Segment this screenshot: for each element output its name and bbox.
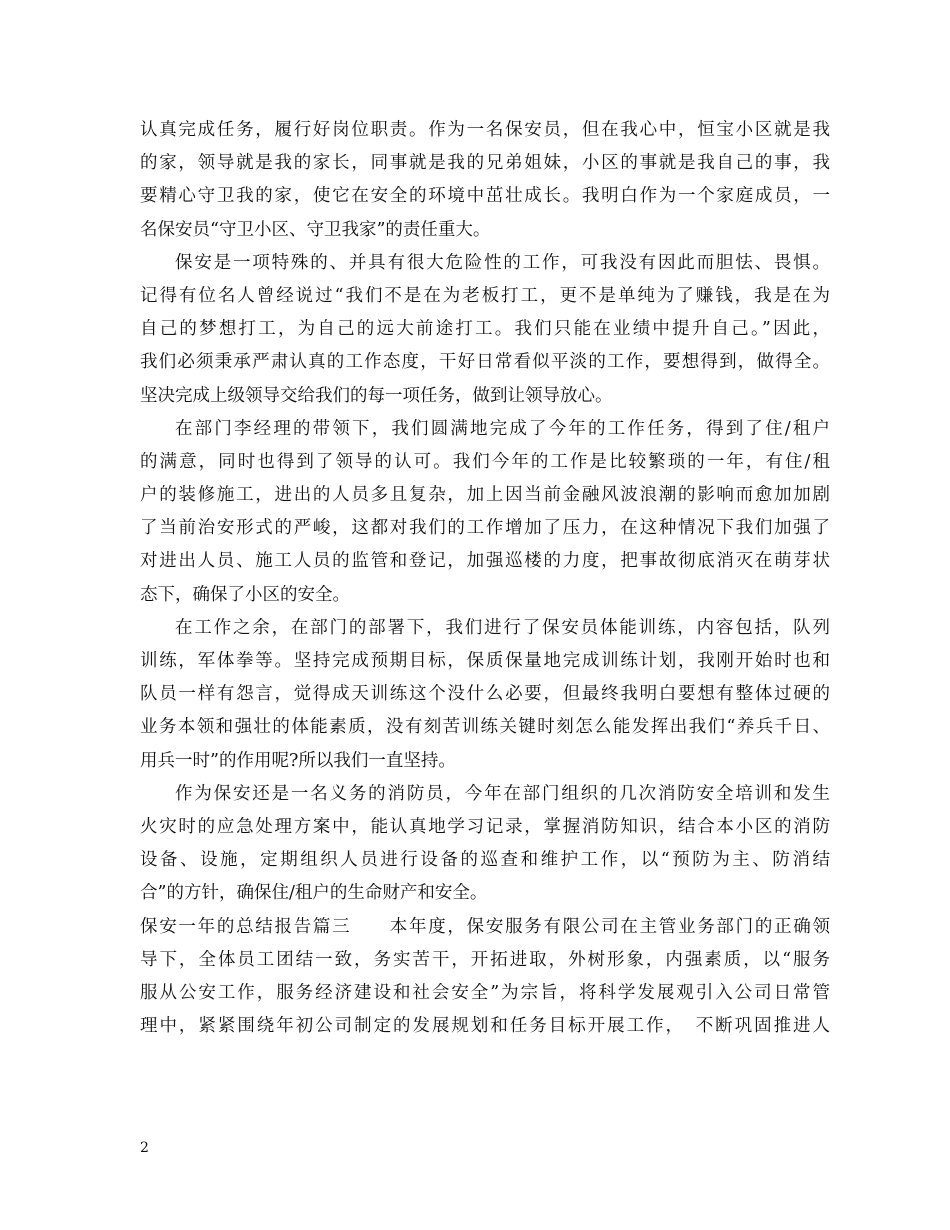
text-line: 训练，军体拳等。坚持完成预期目标，保质保量地完成训练计划，我刚开始时也和: [140, 651, 830, 671]
text-line: 在部门李经理的带领下，我们圆满地完成了今年的工作任务，得到了住/租户: [175, 418, 830, 439]
text-line: 要精心守卫我的家，使它在安全的环境中茁壮成长。我明白作为一个家庭成员，一: [140, 186, 830, 207]
text-line: 服从公安工作，服务经济建设和社会安全”为宗旨，将科学发展观引入公司日常管: [140, 982, 830, 1003]
text-line: 名保安员“守卫小区、守卫我家”的责任重大。: [140, 219, 491, 240]
text-line: 合”的方针，确保住/租户的生命财产和安全。: [140, 883, 488, 904]
text-line: 了当前治安形式的严峻，这都对我们的工作增加了压力，在这种情况下我们加强了: [140, 518, 830, 539]
text-line: 自己的梦想打工，为自己的远大前途打工。我们只能在业绩中提升自己。”因此，: [140, 319, 830, 340]
text-line: 认真完成任务，履行好岗位职责。作为一名保安员，但在我心中，恒宝小区就是我: [140, 120, 830, 140]
text-line: 的家，领导就是我的家长，同事就是我的兄弟姐妹，小区的事就是我自己的事，我: [140, 153, 830, 174]
body-text: [140, 114, 830, 1043]
text-line: 对进出人员、施工人员的监管和登记，加强巡楼的力度，把事故彻底消灭在萌芽状: [140, 551, 830, 572]
text-line: 态下，确保了小区的安全。: [140, 584, 350, 605]
text-line: 作为保安还是一名义务的消防员，今年在部门组织的几次消防安全培训和发生: [175, 783, 830, 804]
text-line: 保安一年的总结报告篇三 本年度，保安服务有限公司在主管业务部门的正确领: [140, 916, 830, 937]
text-line: 业务本领和强壮的体能素质，没有刻苦训练关键时刻怎么能发挥出我们“养兵千日、: [140, 717, 830, 738]
text-line: 坚决完成上级领导交给我们的每一项任务，做到让领导放心。: [140, 385, 613, 406]
text-line: 导下，全体员工团结一致，务实苦干，开拓进取，外树形象，内强素质，以“服务: [140, 949, 830, 970]
text-line: 我们必须秉承严肃认真的工作态度，干好日常看似平淡的工作，要想得到，做得全。: [140, 352, 830, 373]
text-line: 队员一样有怨言，觉得成天训练这个没什么必要，但最终我明白要想有整体过硬的: [140, 684, 830, 705]
page-number: 2: [140, 1140, 149, 1156]
text-line: 在工作之余，在部门的部署下，我们进行了保安员体能训练，内容包括，队列: [175, 617, 830, 638]
text-line: 保安是一项特殊的、并具有很大危险性的工作，可我没有因此而胆怯、畏惧。: [175, 252, 830, 273]
text-line: 用兵一时”的作用呢?所以我们一直坚持。: [140, 750, 456, 771]
text-line: 的满意，同时也得到了领导的认可。我们今年的工作是比较繁琐的一年，有住/租: [140, 451, 830, 472]
text-line: 设备、设施，定期组织人员进行设备的巡查和维护工作，以“预防为主、防消结: [140, 850, 830, 871]
text-line: 记得有位名人曾经说过“我们不是在为老板打工，更不是单纯为了赚钱，我是在为: [140, 285, 830, 306]
text-line: 户的装修施工，进出的人员多且复杂，加上因当前金融风波浪潮的影响而愈加加剧: [140, 485, 830, 506]
text-line: 理中，紧紧围绕年初公司制定的发展规划和任务目标开展工作， 不断巩固推进人: [140, 1016, 830, 1037]
text-line: 火灾时的应急处理方案中，能认真地学习记录，掌握消防知识，结合本小区的消防: [140, 816, 830, 837]
